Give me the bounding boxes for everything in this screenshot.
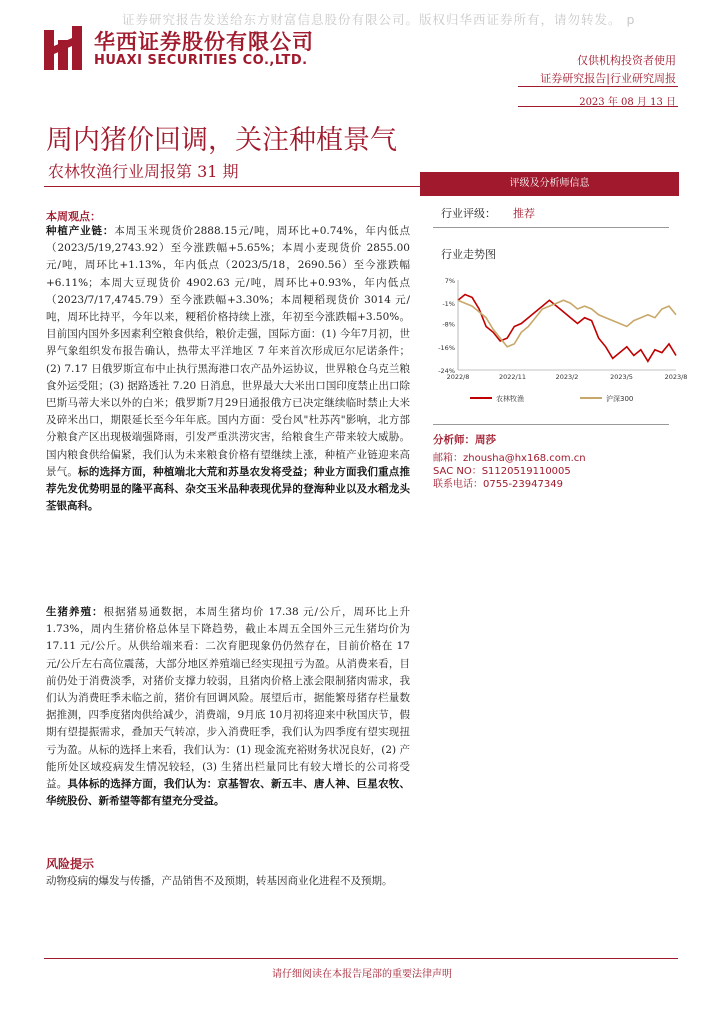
legend-label: 沪深300: [606, 395, 634, 403]
watermark: 证券研究报告发送给东方财富信息股份有限公司。版权归华西证券所有，请勿转发。 p: [122, 12, 636, 27]
y-tick-label: -24%: [438, 367, 455, 375]
rating-label: 行业评级：: [441, 207, 496, 220]
divider: [433, 424, 669, 425]
x-tick-label: 2022/11: [498, 373, 527, 381]
footer-disclaimer[interactable]: 请仔细阅读在本报告尾部的重要法律声明: [272, 969, 452, 980]
section-title-view: 本周观点：: [46, 210, 101, 223]
paragraph-planting: [46, 223, 410, 515]
divider: [44, 958, 678, 959]
trend-chart-label: 行业走势图: [441, 248, 496, 261]
series-line: [458, 300, 676, 347]
x-tick-label: 2023/8: [664, 373, 688, 381]
y-tick-label: -16%: [438, 343, 455, 352]
sidebar-header: 评级及分析师信息: [420, 172, 679, 196]
risk-text: 动物疫病的爆发与传播，产品销售不及预期，转基因商业化进程不及预期。: [46, 875, 393, 887]
risk-title: 风险提示: [46, 857, 95, 871]
paragraph-hog: [46, 604, 410, 810]
paragraph-body: 本周玉米现货价2888.15元/吨，周环比+0.74%，年内低点（2023/5/19,2743.92）至今涨跌幅+5.65%；本周小麦现货价 2855.00 元/吨，周环比+1.13%，年内低点（2023/5/18，2690.56）至今涨跌幅+6.11%；本周大豆现货价 4902.63 元/吨，周环比+0.93%，年内低点（2023/7/17,4745.79）至今涨跌幅+3.30%；本周粳稻现货价 3014 元/吨，周环比持平，今年以来，粳稻价格持续上涨，年初至今涨跌幅+3.50%。目前国内国外多因素利空粮食供给，粮价走强，国际方面：(1) 今年7月初，世界气象组织发布报告确认，热带太平洋地区 7 年来首次形成厄尔尼诺条件；(2) 7.17 日俄罗斯宣布中止执行黑海港口农产品外运协议，世界粮仓乌克兰粮食外运受阻；(3) 据路透社 7.20 日消息，世界最大大米出口国印度禁止出口除巴斯马蒂大米以外的白米；俄罗斯7月29日通报俄方已决定继续临时禁止大米及碎米出口，期限延长至今年年底。国内方面：受台风"杜苏芮"影响，北方部分粮食产区出现极端强降雨，引发严重洪涝灾害，给粮食生产带来较大威胁。国内粮食供给偏紧，我们认为未来粮食价格有望继续上涨，种植产业链迎来高景气。: [46, 225, 410, 478]
analyst-phone: 联系电话：0755-23947349: [433, 479, 563, 490]
company-logo: [44, 26, 82, 70]
y-tick-label: -1%: [442, 300, 455, 309]
x-tick-label: 2023/5: [610, 373, 633, 381]
divider: [518, 86, 678, 87]
legend-label: 农林牧渔: [496, 395, 524, 403]
rating-value: 推荐: [513, 207, 535, 220]
analyst-name: 分析师：周莎: [433, 434, 496, 446]
divider: [433, 227, 669, 228]
report-title: 周内猪价回调，关注种植景气: [46, 125, 397, 156]
paragraph-body: 根据猪易通数据，本周生猪均价 17.38 元/公斤，周环比上升 1.73%，周内生猪价格总体呈下降趋势，截止本周五全国外三元生猪均价为 17.11 元/公斤。从供给端来看：二次育肥现象仍仍然存在，目前价格在 17 元/公斤左右高位震荡，大部分地区养殖端已经实现扭亏为盈。从消费来看，目前仍处于消费淡季，对猪价支撑力较弱，且猪肉价格上涨会限制猪肉需求，我们认为消费旺季未临之前，猪价有回调风险。展望后市，据能繁母猪存栏量数据推测，四季度猪肉供给减少，消费端，9月底 10月初将迎来中秋国庆节，假期有望提振需求，叠加天气转凉，步入消费旺季，我们认为四季度有望实现扭亏为盈。从标的选择上来看，我们认为：(1) 现金流充裕财务状况良好，(2) 产能所处区域疫病发生情况较轻，(3) 生猪出栏量同比有较大增长的公司将受益。: [46, 606, 410, 791]
y-tick-label: -8%: [442, 320, 455, 329]
report-type: 证券研究报告|行业研究周报: [540, 72, 676, 85]
usage-note: 仅供机构投资者使用: [577, 54, 676, 67]
paragraph-bold: 标的选择方面，种植端北大荒和苏垦农发将受益；种业方面我们重点推荐先发优势明显的隆平高科、杂交玉米品种表现优异的登海种业以及水稻龙头荃银高科。: [46, 465, 411, 513]
series-line: [458, 295, 676, 362]
company-name-cn: 华西证券股份有限公司: [94, 30, 314, 54]
report-date: 2023 年 08 月 13 日: [579, 97, 676, 108]
paragraph-lead: 种植产业链：: [46, 225, 115, 237]
y-tick-label: 7%: [444, 277, 455, 285]
x-tick-label: 2022/8: [446, 373, 470, 381]
analyst-email[interactable]: 邮箱：zhousha@hx168.com.cn: [433, 453, 586, 464]
industry-trend-chart: [430, 270, 688, 410]
paragraph-bold: 具体标的选择方面，我们认为：京基智农、新五丰、唐人神、巨星农牧、华统股份、新希望等都有望充分受益。: [46, 778, 411, 808]
x-tick-label: 2023/2: [555, 373, 579, 381]
company-name-en: HUAXI SECURITIES CO.,LTD.: [94, 53, 308, 68]
analyst-sac: SAC NO：S1120519110005: [433, 466, 571, 477]
paragraph-lead: 生猪养殖：: [46, 606, 104, 618]
report-subtitle: 农林牧渔行业周报第 31 期: [48, 162, 239, 181]
